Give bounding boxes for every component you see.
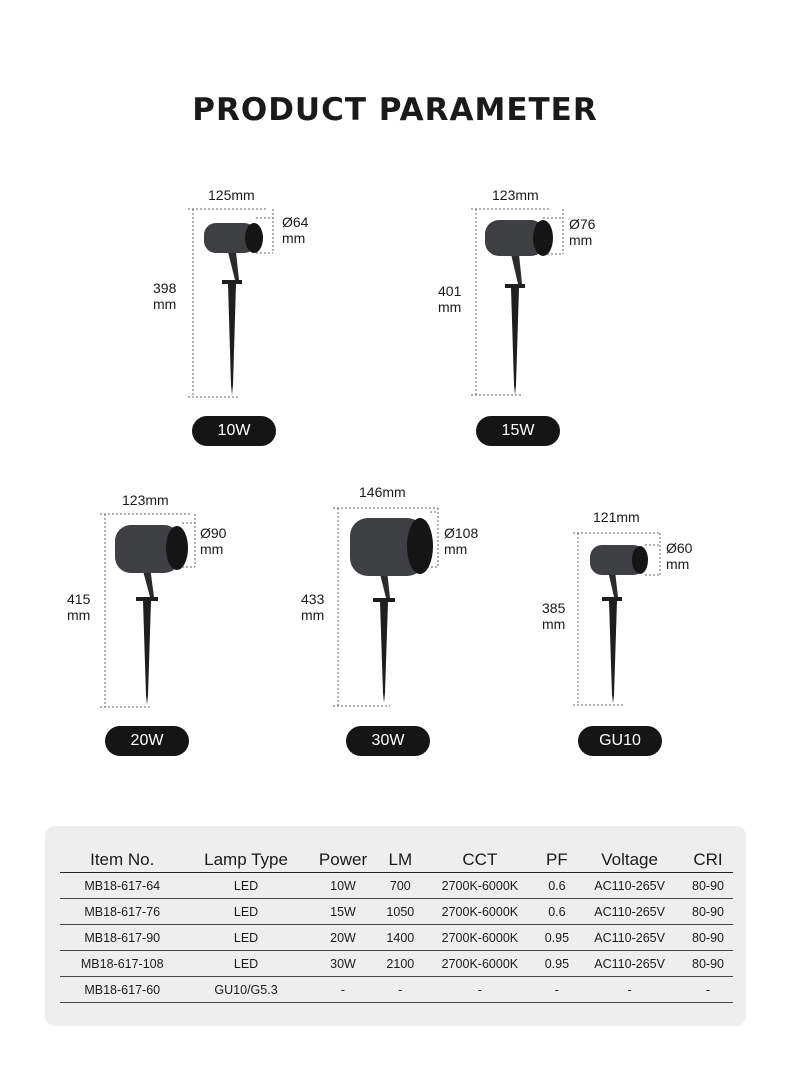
height-label: 415 mm	[67, 591, 91, 623]
table-row	[60, 925, 733, 951]
product-10w	[150, 180, 330, 450]
diameter-label: Ø76 mm	[569, 216, 596, 248]
header-power: Power	[308, 846, 379, 873]
cell-lamp-type: LED	[184, 925, 307, 951]
cell-pf: 0.95	[538, 925, 577, 951]
parameter-table	[60, 846, 733, 1003]
header-lamp-type: Lamp Type	[184, 846, 307, 873]
cell-cct: 2700K-6000K	[422, 899, 537, 925]
cell-pf: 0.6	[538, 899, 577, 925]
height-label: 385 mm	[542, 600, 566, 632]
diameter-label: Ø90 mm	[200, 525, 227, 557]
cell-voltage: AC110-265V	[576, 899, 683, 925]
cell-lamp-type: LED	[184, 951, 307, 977]
width-label: 146mm	[359, 484, 406, 500]
cell-power: 20W	[308, 925, 379, 951]
cell-cri: 80-90	[683, 899, 733, 925]
lamp-illustration-30w	[295, 478, 495, 713]
cell-lm: 700	[378, 873, 422, 899]
cell-cri: -	[683, 977, 733, 1003]
cell-voltage: AC110-265V	[576, 951, 683, 977]
table-row	[60, 951, 733, 977]
height-label: 433 mm	[301, 591, 325, 623]
height-label: 398 mm	[153, 280, 177, 312]
diameter-label: Ø60 mm	[666, 540, 693, 572]
cell-item-no: MB18-617-64	[60, 873, 184, 899]
cell-power: 10W	[308, 873, 379, 899]
header-cri: CRI	[683, 846, 733, 873]
header-lm: LM	[378, 846, 422, 873]
power-badge-30w: 30W	[346, 726, 430, 756]
header-pf: PF	[538, 846, 577, 873]
diameter-label: Ø64 mm	[282, 214, 309, 246]
power-badge-10w: 10W	[192, 416, 276, 446]
header-cct: CCT	[422, 846, 537, 873]
cell-voltage: -	[576, 977, 683, 1003]
cell-lm: 2100	[378, 951, 422, 977]
cell-item-no: MB18-617-90	[60, 925, 184, 951]
parameter-table-card	[45, 826, 746, 1026]
cell-cct: 2700K-6000K	[422, 925, 537, 951]
cell-pf: 0.6	[538, 873, 577, 899]
header-voltage: Voltage	[576, 846, 683, 873]
page-title: PRODUCT PARAMETER	[192, 92, 598, 128]
cell-item-no: MB18-617-108	[60, 951, 184, 977]
width-label: 123mm	[122, 492, 169, 508]
cell-cct: -	[422, 977, 537, 1003]
cell-pf: -	[538, 977, 577, 1003]
cell-power: -	[308, 977, 379, 1003]
width-label: 125mm	[208, 187, 255, 203]
width-label: 123mm	[492, 187, 539, 203]
cell-item-no: MB18-617-60	[60, 977, 184, 1003]
cell-lm: -	[378, 977, 422, 1003]
cell-lamp-type: GU10/G5.3	[184, 977, 307, 1003]
table-row	[60, 899, 733, 925]
cell-voltage: AC110-265V	[576, 925, 683, 951]
table-row	[60, 977, 733, 1003]
cell-voltage: AC110-265V	[576, 873, 683, 899]
cell-cct: 2700K-6000K	[422, 951, 537, 977]
cell-lamp-type: LED	[184, 899, 307, 925]
diameter-label: Ø108 mm	[444, 525, 479, 557]
width-label: 121mm	[593, 509, 640, 525]
cell-lm: 1400	[378, 925, 422, 951]
cell-cct: 2700K-6000K	[422, 873, 537, 899]
cell-lm: 1050	[378, 899, 422, 925]
cell-power: 30W	[308, 951, 379, 977]
cell-lamp-type: LED	[184, 873, 307, 899]
product-gu10	[535, 505, 715, 770]
cell-pf: 0.95	[538, 951, 577, 977]
product-20w	[60, 485, 250, 765]
cell-cri: 80-90	[683, 951, 733, 977]
cell-cri: 80-90	[683, 925, 733, 951]
product-30w	[295, 478, 495, 768]
power-badge-20w: 20W	[105, 726, 189, 756]
power-badge-15w: 15W	[476, 416, 560, 446]
cell-power: 15W	[308, 899, 379, 925]
height-label: 401 mm	[438, 283, 462, 315]
table-row	[60, 873, 733, 899]
product-15w	[433, 180, 613, 450]
table-header-row	[60, 846, 733, 873]
cell-cri: 80-90	[683, 873, 733, 899]
power-badge-gu10: GU10	[578, 726, 662, 756]
header-item-no: Item No.	[60, 846, 184, 873]
cell-item-no: MB18-617-76	[60, 899, 184, 925]
